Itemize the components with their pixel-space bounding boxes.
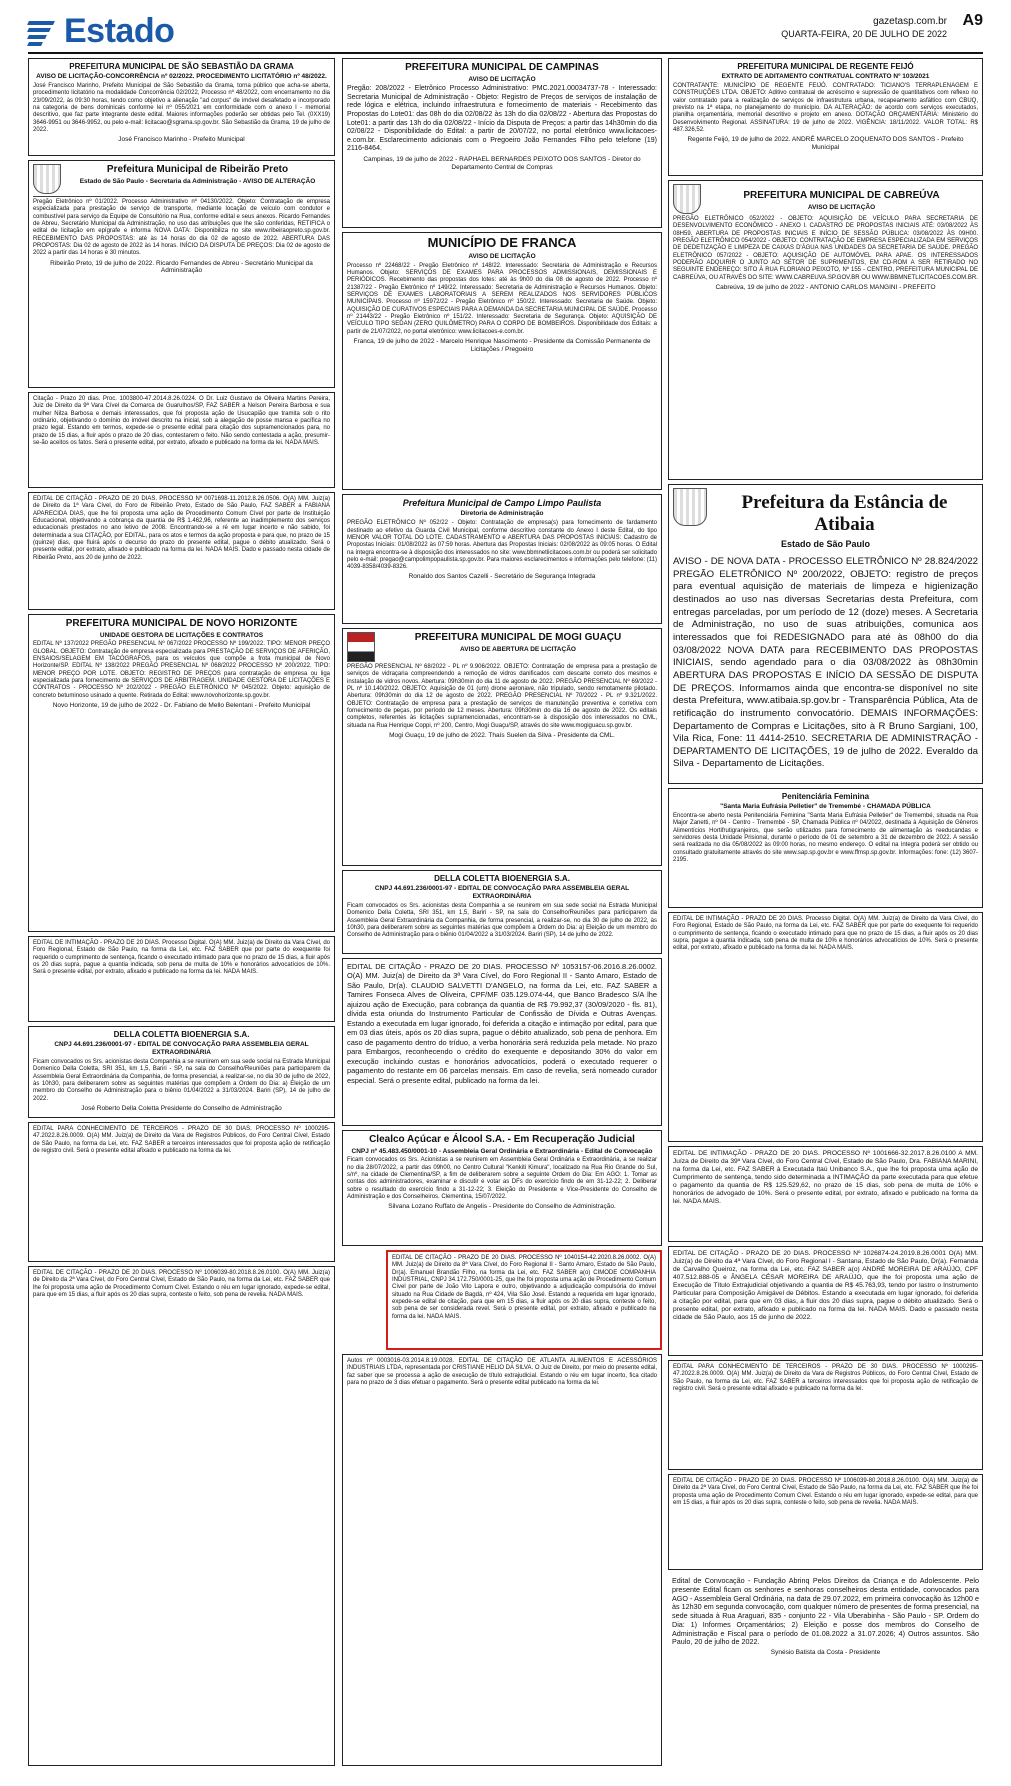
notice-title: DELLA COLETTA BIOENERGIA S.A. (113, 1030, 250, 1039)
notice-signature: Cabreúva, 19 de julho de 2022 - ANTONIO CARLOS MANGINI - PREFEITO (715, 283, 936, 291)
website-link[interactable]: gazetasp.com.br (873, 16, 947, 27)
notice-signature: Silvana Lozano Ruffato de Angelis - Presidente do Conselho de Administração. (388, 1203, 616, 1211)
municipal-flag-icon (347, 632, 375, 662)
notice-della-coletta (28, 1026, 335, 1118)
divider (33, 196, 330, 197)
issue-date: QUARTA-FEIRA, 20 DE JULHO DE 2022 (781, 28, 947, 39)
notice-signature: Regente Feijó, 19 de julho de 2022. ANDRÉ MARCELO ZOQUENATO DOS SANTOS - Prefeito Municipal (687, 136, 964, 152)
notice-santo-amaro-citation (342, 958, 662, 1126)
notice-sao-sebastiao-da-grama (28, 58, 335, 156)
notice-title: Penitenciária Feminina (781, 792, 870, 801)
brand-title: Estado (64, 12, 175, 50)
notice-body: EDITAL DE INTIMAÇÃO - PRAZO DE 20 DIAS. Processo Digital. O(A) MM. Juiz(a) de Direito da Vara Cível, do Foro Regional, Estado de São Paulo, na forma da Lei, etc. FAZ SABER que por parte do exequente foi requerido o cumprimento de sentença, ficando o executado intimado para que no prazo de 15 dias, a fluir após os 20 dias supra, pague a quantia indicada, sob pena de multa de 10% e honorários advocatícios de 10%. Será o presente edital, por extrato, afixado e publicado na forma da lei. NADA MAIS. (673, 916, 978, 952)
notice-subtitle: AVISO DE LICITAÇÃO (468, 252, 536, 260)
notice-subtitle: Estado de São Paulo (780, 539, 871, 549)
notice-subtitle: AVISO DE LICITAÇÃO-CONCORRÊNCIA nº 02/2022. PROCEDIMENTO LICITATÓRIO nº 48/2022. (36, 73, 327, 81)
notice-della-coletta-2 (342, 870, 662, 954)
notice-signature: Mogi Guaçu, 19 de julho de 2022. Thaís Suelen da Silva - Presidente da CML. (389, 731, 615, 739)
notice-fine-print-1 (28, 936, 335, 1022)
notice-fine-print-6 (668, 1360, 983, 1470)
notice-subtitle: UNIDADE GESTORA DE LICITAÇÕES E CONTRATOS (99, 631, 264, 639)
municipal-crest-icon (33, 164, 61, 194)
notice-body: Edital de Convocação - Fundação Abrinq Pelos Direitos da Criança e do Adolescente. Pelo presente Edital ficam os senhores e senhoras conselheiros desta entidade, convocados para AGO - Assembleia Geral Ordinária, na data de 29.07.2022, em primeira convocação às 12h00 e às 12h30 em segunda convocação, com qualquer número de presentes de forma presencial, na sede situada à Rua Araguari, 835 - conjunto 22 - Vila Uberabinha - São Paulo - SP. Ordem do Dia: 1) Informes Orçamentários; 2) Eleição e posse dos membros do Conselho de Administração e Fiscal para o período de 01.08.2022 a 31.07.2026; 4) Outros assuntos. São Paulo, 20 de julho de 2022. (672, 1576, 979, 1647)
notice-body: Citação - Prazo 20 dias. Proc. 1003800-47.2014.8.26.0224. O Dr. Luiz Gustavo de Oliveira Martins Pereira, Juiz de Direito da 9ª Vara Cível da Comarca de Guarulhos/SP, FAZ SABER a Nelson Pereira Barbosa e sua mulher Nilza Barbosa e demais interessados, que foi proposta ação de Usucapião que tramita sob o rito ordinário, objetivando o domínio do imóvel descrito na inicial, sob a alegação de posse mansa e pacífica no prazo legal. Estando em termos, expede-se o presente edital para citação dos supramencionados para, no prazo de 15 dias, a fluir após o prazo de 20 dias, contestarem o feito. Não sendo contestada a ação, presumir-se-ão aceitos os fatos. Será o presente edital, por extrato, afixado e publicado na forma da lei. NADA MAIS. (33, 396, 330, 446)
notice-subtitle: Estado de São Paulo - Secretaria da Administração - AVISO DE ALTERAÇÃO (79, 177, 316, 185)
notice-clealco (342, 1130, 662, 1246)
notice-title: Prefeitura da Estância de Atibaia (741, 492, 948, 535)
notice-body: CONTRATANTE: MUNICÍPIO DE REGENTE FEIJÓ. CONTRATADO: TICIANO'S TERRAPLENAGEM E CONSTRUÇÕES LTDA. OBJETO: Aditivo contratual de acréscimo e supressão de quantitativos com reflexo no valor contratado para a realização de serviços de infraestrutura urbana, recapeamento asfáltico com CBUQ, previsto na 1ª etapa, no planejamento do município. DA ALTERAÇÃO: de acordo com serviços executados, planilha orçamentária, memorial descritivo e projeto em anexo. DOTAÇÃO ORÇAMENTÁRIA: Ministério do Desenvolvimento Regional. ASSINATURA: 19 de julho de 2022. VIGÊNCIA: 18/11/2022. VALOR TOTAL: R$ 487.326,52. (673, 83, 978, 133)
notice-subtitle: CNPJ 44.691.236/0001-97 - EDITAL DE CONVOCAÇÃO PARA ASSEMBLEIA GERAL EXTRAORDINÁRIA (374, 885, 630, 901)
notice-title: Prefeitura Municipal de Campo Limpo Paulista (402, 498, 602, 508)
notice-signature: Ribeirão Preto, 19 de julho de 2022. Ricardo Fernandes de Abreu - Secretário Municipal da Administração (50, 259, 313, 275)
notice-intimation-39-vara (668, 1146, 983, 1242)
masthead-meta (781, 16, 947, 40)
notice-title: PREFEITURA MUNICIPAL DE MOGI GUAÇU (414, 632, 622, 643)
notice-abrinq (668, 1574, 983, 1766)
brand-logo (28, 12, 174, 51)
notice-body: EDITAL DE CITAÇÃO - PRAZO DE 20 DIAS. PROCESSO Nº 1053157-06.2016.8.26.0002. O(A) MM. Juiz(a) de Direito da 3ª Vara Cível, do Foro Regional II - Santo Amaro, Estado de São Paulo, Dr(a). CLAUDIO SALVETTI D'ANGELO, na forma da Lei, etc. FAZ SABER a Tamires Fonseca Alves de Oliveira, CPF/MF 035.129.074-44, que Banco Bradesco S/A lhe ajuizou ação de Execução, para cobrança da quantia de R$ 79.992,37 (30/09/2020 - fls. 81), dívida esta oriunda do Instrumento Particular de Confissão de Dívida e Outras Avenças. Estando a executada em lugar ignorado, foi deferida a citação e intimação por edital, para que em 03 dias úteis, após os 20 dias supra, pague o débito atualizado, sob pena de penhora. Em caso de pagamento dentro do tríduo, a verba honorária será reduzida pela metade. No prazo para Embargos, reconhecendo o crédito do exequente e depositando 30% do valor em execução incluindo custas e honorários advocatícios, poderá o executado requerer o pagamento do restante em 06 parcelas mensais. Em caso de revelia, será nomeado curador especial. Será o presente edital, publicado na forma da lei. (347, 962, 657, 1085)
notice-body: EDITAL DE CITAÇÃO - PRAZO DE 20 DIAS. PROCESSO Nº 1006039-80.2018.8.26.0100. O(A) MM. Juiz(a) de Direito da 2ª Vara Cível, do Foro Central Cível, Estado de São Paulo, na forma da Lei, etc. FAZ SABER que lhe foi proposta uma ação de Procedimento Comum Cível. Estando o réu em lugar ignorado, expede-se edital, para que em 15 dias, a fluir após os 20 dias supra, conteste o feito, sob pena de revelia. NADA MAIS. (33, 1270, 330, 1298)
notice-body: Autos nº 0003016-03.2014.8.19.0028. EDITAL DE CITAÇÃO DE ATLANTA ALIMENTOS E ACESSÓRIOS INDUSTRIAIS LTDA, representada por CRISTIANE HELIO DA SILVA. O Juiz de Direito, por meio do presente edital, faz saber que se processa a ação de execução de título extrajudicial. Estando o réu em lugar incerto, fica citado para no prazo de 3 dias efetuar o pagamento. Será o presente edital publicado na forma da lei. (347, 1358, 657, 1386)
notice-penitenciaria-tremembe (668, 788, 983, 908)
notice-regente-feijo (668, 58, 983, 176)
notice-body: EDITAL PARA CONHECIMENTO DE TERCEIROS - PRAZO DE 30 DIAS. PROCESSO Nº 1000295-47.2022.8.26.0009. O(A) MM. Juiz(a) de Direito da Vara de Registros Públicos, do Foro Central Cível, Estado de São Paulo, na forma da Lei, etc. FAZ SABER a terceiros interessados que foi proposta ação de retificação de registro civil. Será o presente edital afixado e publicado na forma da lei. (673, 1364, 978, 1392)
notice-title: PREFEITURA MUNICIPAL DE NOVO HORIZONTE (65, 618, 298, 629)
notice-santana-citation (668, 1246, 983, 1356)
notice-body: Ficam convocados os Srs. acionistas desta Companhia a se reunirem em sua sede social na Estrada Municipal Domenico Della Coletta, SRI 351, km 1,5, Bariri - SP, na sala do Conselho/Reuniões para participarem da Assembleia Geral Extraordinária da Companhia, de forma presencial, a realizar-se, no dia 30 de julho de 2022, às 10h30, para deliberarem sobre as seguintes matérias que compõem a Ordem do Dia: a) Eleição de um membro do Conselho de Administração para o biênio 01/04/2022 a 31/03/2024. Bariri (SP), 14 de julho de 2022. (33, 1059, 330, 1102)
notice-body: José Francisco Marinho, Prefeito Municipal de São Sebastião da Grama, torna público que acha-se aberta, procedimento licitatório na modalidade Concorrência 02/2022, Processo nº 48/2022, com encerramento no dia 23/09/2022, às 09:30 horas, tendo como objetivo a alienação "ad corpus" de imóvel desafetado e incorporado na categoria de bens dominicais conforme lei nº 055/2021 em conformidade com o anexo I - memorial descritivo, que faz parte integrante deste edital. Maiores informações poderão ser obtidas pelo Tel. (0XX19) 3646-9951 ou 3646-9952, ou pelo e-mail: licitacao@sgrama.sp.gov.br. São Sebastião da Grama, 19 de julho de 2022. (33, 83, 330, 133)
notice-fine-print-3 (28, 1266, 335, 1766)
municipal-crest-icon (673, 488, 707, 526)
notice-subtitle: AVISO DE LICITAÇÃO (468, 75, 536, 83)
notice-body: Ficam convocados os Srs. acionistas desta Companhia a se reunirem em sua sede social na Estrada Municipal Domenico Della Coletta, SRI 351, km 1,5, Bariri - SP, na sala do Conselho/Reuniões para participarem da Assembleia Geral Extraordinária da Companhia, de forma presencial, a realizar-se, no dia 30 de julho de 2022, às 10h30, para deliberarem sobre as seguintes matérias que compõem a Ordem do Dia: a) Eleição de um membro do Conselho de Administração para o biênio 01/04/2022 a 31/03/2024. Bariri (SP), 14 de julho de 2022. (347, 903, 657, 939)
notice-body: Ficam convocados os Srs. Acionistas a se reunirem em Assembleia Geral Ordinária e Extraordinária, a se realizar no dia 28/07/2022, a partir das 09h00, no Centro Cultural "Kenkiti Kimura", localizado na Rua Rio Grande do Sul, s/nº, na cidade de Clementina/SP, a fim de deliberarem sobre a seguinte Ordem do Dia: Em AGO: 1. Tomar as contas dos administradores, examinar e discutir e votar as DFs do exercício findo de em 31-12-22; 2. Deliberar sobre o resultado do exercício findo a 31-12-22; 3. Eleição do Presidente e Vice-Presidente do Conselho de Administração e dos Conselheiros. Clementina, 15/07/2022. (347, 1157, 657, 1200)
notice-title: MUNICÍPIO DE FRANCA (427, 235, 577, 250)
notice-body: EDITAL PARA CONHECIMENTO DE TERCEIROS - PRAZO DE 30 DIAS. PROCESSO Nº 1000295-47.2022.8.26.0009. O(A) MM. Juiz(a) de Direito da Vara de Registros Públicos, do Foro Central Cível, Estado de São Paulo, na forma da Lei, etc. FAZ SABER a terceiros interessados que foi proposta ação de retificação de registro civil. Será o presente edital afixado e publicado na forma da lei. (33, 1126, 330, 1154)
notice-body: EDITAL DE CITAÇÃO - PRAZO DE 20 DIAS. PROCESSO Nº 0071698-11.2012.8.26.0506. O(A) MM. Juiz(a) de Direito da 1ª Vara Cível, do Foro de Ribeirão Preto, Estado de São Paulo, FAZ SABER a FABIANA APARECIDA DIAS, que lhe foi proposta uma ação de Procedimento Comum Cível por parte de Instituição Educacional, objetivando a cobrança da quantia de R$ 1.462,96, referente ao inadimplemento dos serviços educacionais prestados no ano letivo de 2008. Encontrando-se a ré em lugar incerto e não sabido, foi determinada a sua CITAÇÃO, por EDITAL, para os atos e termos da ação proposta e para que, no prazo de 15 (quinze) dias, que fluirá após o decurso do prazo do presente edital, pague o débito atualizado. Será o presente edital, por extrato, afixado e publicado na forma da lei. NADA MAIS. Dado e passado nesta cidade de Ribeirão Preto, aos 20 de junho de 2022. (33, 496, 330, 561)
notice-guarulhos-citation (28, 392, 335, 488)
notice-body: EDITAL DE CITAÇÃO - PRAZO DE 20 DIAS. PROCESSO Nº 1040154-42.2020.8.26.0002. O(A) MM. Juiz(a) de Direito da 8ª Vara Cível, do Foro Regional II - Santo Amaro, Estado de São Paulo, Dr(a). Emanuel Brandão Filho, na forma da Lei, etc. FAZ SABER a(o) CIMODE COMPANHIA INDUSTRIAL, CNPJ 34.172.750/0001-25, que lhe foi proposta uma ação de Procedimento Comum Cível por parte de João Vito Lapora e outro, objetivando a adjudicação compulsória do imóvel situado na Rua Cidade de Bagdá, nº 424, Vila São José. Estando a requerida em lugar ignorado, expede-se edital de citação, para que em 15 dias, a fluir após os 20 dias supra, conteste o feito, sob pena de ser considerada revel. Será o presente edital, por extrato, afixado e publicado na forma da lei. NADA MAIS. (392, 1255, 656, 1320)
notice-body: Pregão: 208/2022 - Eletrônico Processo Administrativo: PMC.2021.00034737-78 - Interessado: Secretaria Municipal de Administração - Objeto: Registro de Preços de serviços de instalação de rede lógica e elétrica, incluindo infraestrutura e fornecimento de materiais - Recebimento das Propostas do Lote01: das 08h do dia 02/08/22 às 13h do dia 02/08/22 - Abertura das Propostas do Lote01: a partir das 13h do dia 02/08/22 - Início da Disputa de Preços: a partir das 14h30min do dia 02/08/22 - Disponibilidade do Edital: a partir de 20/07/22, no portal eletrônico www.licitacoes-e.com.br. Esclarecimento adicionais com o Pregoeiro João Fernandes Filho pelo telefone (19) 2116-8464. (347, 85, 657, 153)
masthead (28, 12, 983, 54)
notice-body: EDITAL Nº 137/2022 PREGÃO PRESENCIAL Nº 067/2022 PROCESSO Nº 199/2022. TIPO: MENOR PREÇO GLOBAL. OBJETO: Contratação de empresa especializada para PRESTAÇÃO DE SERVIÇOS DE AFERIÇÃO, ENSAIOS/SELAGEM EM TACÓGRAFOS, para os veículos que compõe a frota municipal de Novo Horizonte/SP. EDITAL Nº 138/2022 PREGÃO PRESENCIAL Nº 068/2022 PROCESSO Nº 200/2022. TIPO: MENOR PREÇO POR LOTE. OBJETO: REGISTRO DE PREÇOS para contratação de empresa ou liga especializada para fornecimento de SERVIÇOS DE ARBITRAGEM. UNIDADE GESTORA DE LICITAÇÕES E CONTRATOS - PROCESSO Nº 202/2022 - PREGÃO ELETRÔNICO Nº 045/2022. Objeto: aquisição de concreto betuminoso usinado a quente. Retirada do Edital: www.novohorizonte.sp.gov.br. (33, 641, 330, 699)
notice-body: PREGÃO PRESENCIAL Nº 68/2022 - PL nº 9.906/2022. OBJETO: Contratação de empresa para a prestação de serviços de vidraçaria compreendendo a remoção de vidros danificados com descarte correto dos mesmos e instalação de vidros novos. Abertura: 09h30min do dia 11 de agosto de 2022. PREGÃO PRESENCIAL Nº 69/2022 - PL nº 10.140/2022. OBJETO: Aquisição de 01 (um) drone aeronave, não tripulado, sendo remotamente pilotado. Abertura: 09h30min do dia 12 de agosto de 2022. PREGÃO PRESENCIAL Nº 70/2022 - PL nº 9.321/2022. OBJETO: Contratação de empresa para a prestação de serviços de manutenção preventiva e corretiva com fornecimento de peças, por período de 12 meses. Abertura: 09h30min do dia 16 de agosto de 2022. Os editais completos, referentes às licitações supramencionadas, encontram-se à disposição dos interessados no CML, situada na Rua Henrique Coppi, nº 200, Centro, Mogi Guaçu/SP, através do site www.mogiguacu.sp.gov.br. (347, 664, 657, 729)
notice-fine-print-4 (342, 1354, 662, 1766)
notice-subtitle: AVISO DE ABERTURA DE LICITAÇÃO (460, 645, 576, 653)
notice-signature: José Francisco Marinho - Prefeito Municipal (118, 136, 245, 144)
notice-body: Processo nº 22468/22 - Pregão Eletrônico nº 148/22. Interessado: Secretaria de Administração e Recursos Humanos. Objeto: SERVIÇOS DE EXAMES PARA PROCESSOS ADMISSIONAIS, DEMISSIONAIS E PERIÓDICOS. Recebimento das propostas dos lotes: até às 9h00 do dia 08 de agosto de 2022. Processo nº 21387/22 - Pregão Eletrônico nº 149/22. Interessado: Secretaria de Administração e Recursos Humanos. Objeto: SERVIÇOS DE EXAMES LABORATORIAIS A SEREM REALIZADOS NOS SERVIDORES PÚBLICOS MUNICIPAIS. Processo nº 15972/22 - Pregão Eletrônico nº 150/22. Interessado: Secretaria de Saúde. Objeto: AQUISIÇÃO DE CURATIVOS ESPECIAIS PARA A DEMANDA DA SECRETARIA MUNICIPAL DE SAÚDE. Processo nº 21443/22 - Pregão Eletrônico nº 151/22. Interessado: Secretaria de Segurança. Objeto: AQUISIÇÃO DE VEÍCULO TIPO SEDAN (ZERO QUILÔMETRO) PARA O CORPO DE BOMBEIROS. Disponibilidade dos Editais: a partir de 21/07/2022, no portal eletrônico: www.licitacoes-e.com.br. (347, 262, 657, 335)
notice-campo-limpo-paulista (342, 494, 662, 624)
notice-ribeirao-preto-citation (28, 492, 335, 610)
notice-subtitle: "Santa Maria Eufrásia Pelletier" de Tremembé - CHAMADA PÚBLICA (720, 803, 931, 811)
notice-subtitle: CNPJ nº 45.483.450/0001-10 - Assembleia Geral Ordinária e Extraordinária - Edital de Convocação (351, 1147, 653, 1155)
notice-subtitle: CNPJ 44.691.236/0001-97 - EDITAL DE CONVOCAÇÃO PARA ASSEMBLEIA GERAL EXTRAORDINÁRIA (54, 1041, 309, 1057)
notice-ribeirao-preto (28, 160, 335, 388)
notice-campinas (342, 58, 662, 228)
notice-signature: Campinas, 19 de julho de 2022 - RAPHAEL BERNARDES PEIXOTO DOS SANTOS - Diretor do Departamento Central de Compras (363, 155, 641, 171)
notice-franca (342, 232, 662, 490)
notice-subtitle: EXTRATO DE ADITAMENTO CONTRATUAL CONTRATO Nº 103/2021 (721, 73, 930, 81)
notice-signature: Novo Horizonte, 19 de julho de 2022 - Dr. Fabiano de Mello Belentani - Prefeito Municipal (52, 701, 311, 709)
notice-atibaia (668, 484, 983, 784)
notice-signature: Franca, 19 de julho de 2022 - Marcelo Henrique Nascimento - Presidente da Comissão Permanente de Licitações / Pregoeiro (353, 337, 651, 353)
notice-title: Prefeitura Municipal de Ribeirão Preto (106, 164, 289, 175)
notice-cabreuva (668, 180, 983, 480)
notice-body: EDITAL DE INTIMAÇÃO - PRAZO DE 20 DIAS. PROCESSO Nº 1001666-32.2017.8.26.0100 A MM. Juíza de Direito da 39ª Vara Cível, do Foro Central Cível, Estado de São Paulo, Dra. FABIANA MARINI, na forma da Lei, etc. FAZ SABER à Executada Itaú Unibanco S.A., que lhe foi proposta uma ação de Cumprimento de sentença, tendo sido determinada a INTIMAÇÃO da parte executada para que efetue o pagamento da quantia de R$ 125.529,62, no prazo de 15 dias, sob pena de multa de 10% e honorários de advogado de 10%. Será o presente edital, por extrato, afixado e publicado na forma da lei. NADA MAIS. (673, 1150, 978, 1206)
notice-fine-print-7 (668, 1474, 983, 1570)
notice-body: EDITAL DE CITAÇÃO - PRAZO DE 20 DIAS. PROCESSO Nº 1026874-24.2019.8.26.0001 O(A) MM. Juiz(a) de Direito da 4ª Vara Cível, do Foro Regional I - Santana, Estado de São Paulo, Dr(a). Fernanda de Carvalho Queiroz, na forma da Lei, etc. FAZ SABER a(o) ANDRÉ MOREIRA DE ARAÚJO, CPF 407.512.888-05 e ÂNGELA CÉSAR MOREIRA DE ARAÚJO, que lhe foi proposta uma ação de Execução de Título Extrajudicial objetivando a quantia de R$ 45.763,93, tendo por lastro o Instrumento Particular para Composição Amigável de Débitos. Estando a executada em lugar ignorado, foi deferida a citação por edital, para que em 03 dias, a fluir dos 20 dias supra, pague o débito atualizado. Será o presente edital, por extrato, afixado e publicado na forma da lei. NADA MAIS. Dado e passado nesta cidade de São Paulo, aos 15 de junho de 2022. (673, 1250, 978, 1322)
notice-signature: Synésio Batista da Costa - Presidente (770, 1649, 881, 1657)
notice-mogi-guacu (342, 628, 662, 866)
notice-title: PREFEITURA MUNICIPAL DE REGENTE FEIJÓ (737, 62, 914, 71)
notice-fine-print-2 (28, 1122, 335, 1262)
notice-body: Pregão Eletrônico nº 01/2022. Processo Administrativo nº 04130/2022. Objeto: Contratação de empresa especializada para prestação de serviço de transporte, mediante locação de veículo com condutor e combustível para serviço da Equipe de Consultório na Rua, conforme edital e seus anexos. Ricardo Fernandes de Abreu, Secretário Municipal da Administração, no uso das atribuições que lhe são conferidas, RETIFICA o edital de licitação em epígrafe e informa NOVA DATA: Disponibiliza no site www.ribeiraopreto.sp.gov.br. RECEBIMENTO DAS PROPOSTAS: até às 14 horas do dia 02 de agosto de 2022. ABERTURA DAS PROPOSTAS: Dia 02 de agosto de 2022 às 14 horas. INÍCIO DA DISPUTA DE PREÇOS: Dia 02 de agosto de 2022 a partir das 14 horas e 30 minutos. (33, 199, 330, 257)
notice-signature: Ronaldo dos Santos Cazelli - Secretário de Segurança Integrada (408, 573, 596, 581)
notice-novo-horizonte (28, 614, 335, 932)
notice-title: PREFEITURA MUNICIPAL DE SÃO SEBASTIÃO DA GRAMA (69, 62, 294, 71)
notice-fine-print-5 (668, 912, 983, 1142)
notice-title: PREFEITURA MUNICIPAL DE CAMPINAS (405, 62, 599, 73)
notice-subtitle: AVISO DE LICITAÇÃO (807, 203, 876, 211)
notice-body: Encontra-se aberto nesta Penitenciária Feminina "Santa Maria Eufrásia Pelletier" de Tremembé, situada na Rua Major Zanetti, nº 04 - Centro - Tremembé - SP, Chamada Pública nº 04/2022, destinada à Aquisição de Gêneros Alimentícios Hortifrutigranjeiros, que serão utilizados para fornecimento de alimentação às reeducandas e servidores desta Unidade Prisional, durante o período de 01 de setembro a 31 de dezembro de 2022. A sessão será realizada no dia 05/08/2022 às 09:00 horas, no mesmo endereço. O edital na íntegra poderá ser obtido ou consultado gratuitamente através do site www.sap.sp.gov.br e www.ffmsp.sp.gov.br. Informações: fone: (12) 3607-2195. (673, 813, 978, 863)
page-number: A9 (962, 12, 983, 29)
notice-body: AVISO - DE NOVA DATA - PROCESSO ELETRÔNICO Nº 28.824/2022 PREGÃO ELETRÔNICO Nº 200/2022, OBJETO: registro de preços para eventual aquisição de materiais de limpeza e higienização destinados ao uso nas diversas Secretarias desta Prefeitura, com entregas parceladas, por um período de 12 (doze) meses. A Secretaria de Administração, no uso de suas atribuições, comunica aos interessados que foi REDESIGNADO para até às 08h00 do dia 03/08/2022 NOVA DATA para RECEBIMENTO DAS PROPOSTAS INICIAIS, sendo agendado para o dia 03/08/2022 às 08h30min ABERTURA DAS PROPOSTAS E INÍCIO DA SESSÃO DE DISPUTA DE PREÇOS. Informamos ainda que encontra-se disponível no site desta Prefeitura, www.atibaia.sp.gov.br - Transparência Pública, Ata de retificação do instrumento convocatório. DEMAIS INFORMAÇÕES: Departamento de Compras e Licitações, sito à R Bruno Sargiani, 100, Vila Rica, Fone: 11 4414-2510. SECRETARIA DE ADMINISTRAÇÃO - DEPARTAMENTO DE LICITAÇÕES, 19 de julho de 2022. Everaldo da Silva - Departamento de Licitações. (673, 555, 978, 770)
municipal-crest-icon (673, 184, 701, 214)
notice-body: EDITAL DE CITAÇÃO - PRAZO DE 20 DIAS. PROCESSO Nº 1006039-80.2018.8.26.0100. O(A) MM. Juiz(a) de Direito da 2ª Vara Cível, do Foro Central Cível, Estado de São Paulo, na forma da Lei, etc. FAZ SABER que lhe foi proposta uma ação de Procedimento Comum Cível. Estando o réu em lugar ignorado, expede-se edital, para que em 15 dias, a fluir após os 20 dias supra, conteste o feito, sob pena de revelia. NADA MAIS. (673, 1478, 978, 1506)
stripes-icon (28, 17, 60, 47)
notice-title: DELLA COLETTA BIOENERGIA S.A. (434, 874, 570, 883)
notice-highlighted-citation[interactable] (386, 1250, 662, 1350)
notice-title: Clealco Açúcar e Álcool S.A. - Em Recuperação Judicial (369, 1134, 635, 1145)
notice-body: PREGÃO ELETRÔNICO Nº 052/22 - Objeto: Contratação de empresa(s) para fornecimento de fardamento destinado ao efetivo da Guarda Civil Municipal, conforme descritivo constante do Anexo I deste Edital, do tipo MENOR VALOR TOTAL DO LOTE. CADASTRAMENTO e ABERTURA DAS PROPOSTAS INICIAIS: Cadastro de Propostas Iniciais: 01/08/2022 às 07:59 horas. Abertura das Propostas Iniciais: 02/08/2022 às 09:05 horas. O Edital na íntegra encontra-se à disposição dos interessados no site: www.bbmnetlicitacoes.com.br ou poderá ser solicitado pelo e-mail: pregao@campolimpopaulista.sp.gov.br. Para maiores esclarecimentos e informações pelo telefone: (11) 4039-8358/4039-8326. (347, 520, 657, 571)
notice-title: PREFEITURA MUNICIPAL DE CABREÚVA (743, 190, 940, 201)
notice-body: EDITAL DE INTIMAÇÃO - PRAZO DE 20 DIAS. Processo Digital. O(A) MM. Juiz(a) de Direito da Vara Cível, do Foro Regional, Estado de São Paulo, na forma da Lei, etc. FAZ SABER que por parte do exequente foi requerido o cumprimento de sentença, ficando o executado intimado para que no prazo de 15 dias, a fluir após os 20 dias supra, pague a quantia indicada, sob pena de multa de 10% e honorários advocatícios de 10%. Será o presente edital, por extrato, afixado e publicado na forma da lei. NADA MAIS. (33, 940, 330, 976)
notice-signature: José Roberto Della Coletta Presidente do Conselho de Administração (81, 1104, 282, 1112)
notice-subtitle: Diretoria de Administração (460, 510, 544, 518)
notice-body: PREGÃO ELETRÔNICO 052/2022 - OBJETO: AQUISIÇÃO DE VEÍCULO PARA SECRETARIA DE DESENVOLVIMENTO ECONÔMICO - ANEXO I. CADASTRO DE PROPOSTAS INICIAIS ATÉ: 03/08/2022 ÀS 08H59. ABERTURA DE PROPOSTAS INICIAIS E INÍCIO DE SESSÃO PÚBLICA: 03/08/2022 ÀS 09H00. PREGÃO ELETRÔNICO 054/2022 - OBJETO: CONTRATAÇÃO DE EMPRESA ESPECIALIZADA EM SERVIÇOS DE DEDETIZAÇÃO E LIMPEZA DE CAIXAS D'ÁGUA NAS UNIDADES DA SECRETARIA DE SAÚDE. PREGÃO ELETRÔNICO 057/2022 - OBJETO: AQUISIÇÃO DE AUTOMÓVEL PARA APAE. OS INTERESSADOS PODERÃO ADQUIRIR O JUNTO AO SETOR DE SUPRIMENTOS, EM CD-ROM A SER RETIRADO NO SEGUINTE ENDEREÇO: SITO À RUA FLORIANO PEIXOTO, Nº 155 - CENTRO, PREFEITURA MUNICIPAL DE CABREÚVA, OU ATRAVÉS DO SITE: WWW.CABREUVA.SP.GOV.BR OU WWW.BBMNETLICITACOES.COM.BR. (673, 216, 978, 281)
